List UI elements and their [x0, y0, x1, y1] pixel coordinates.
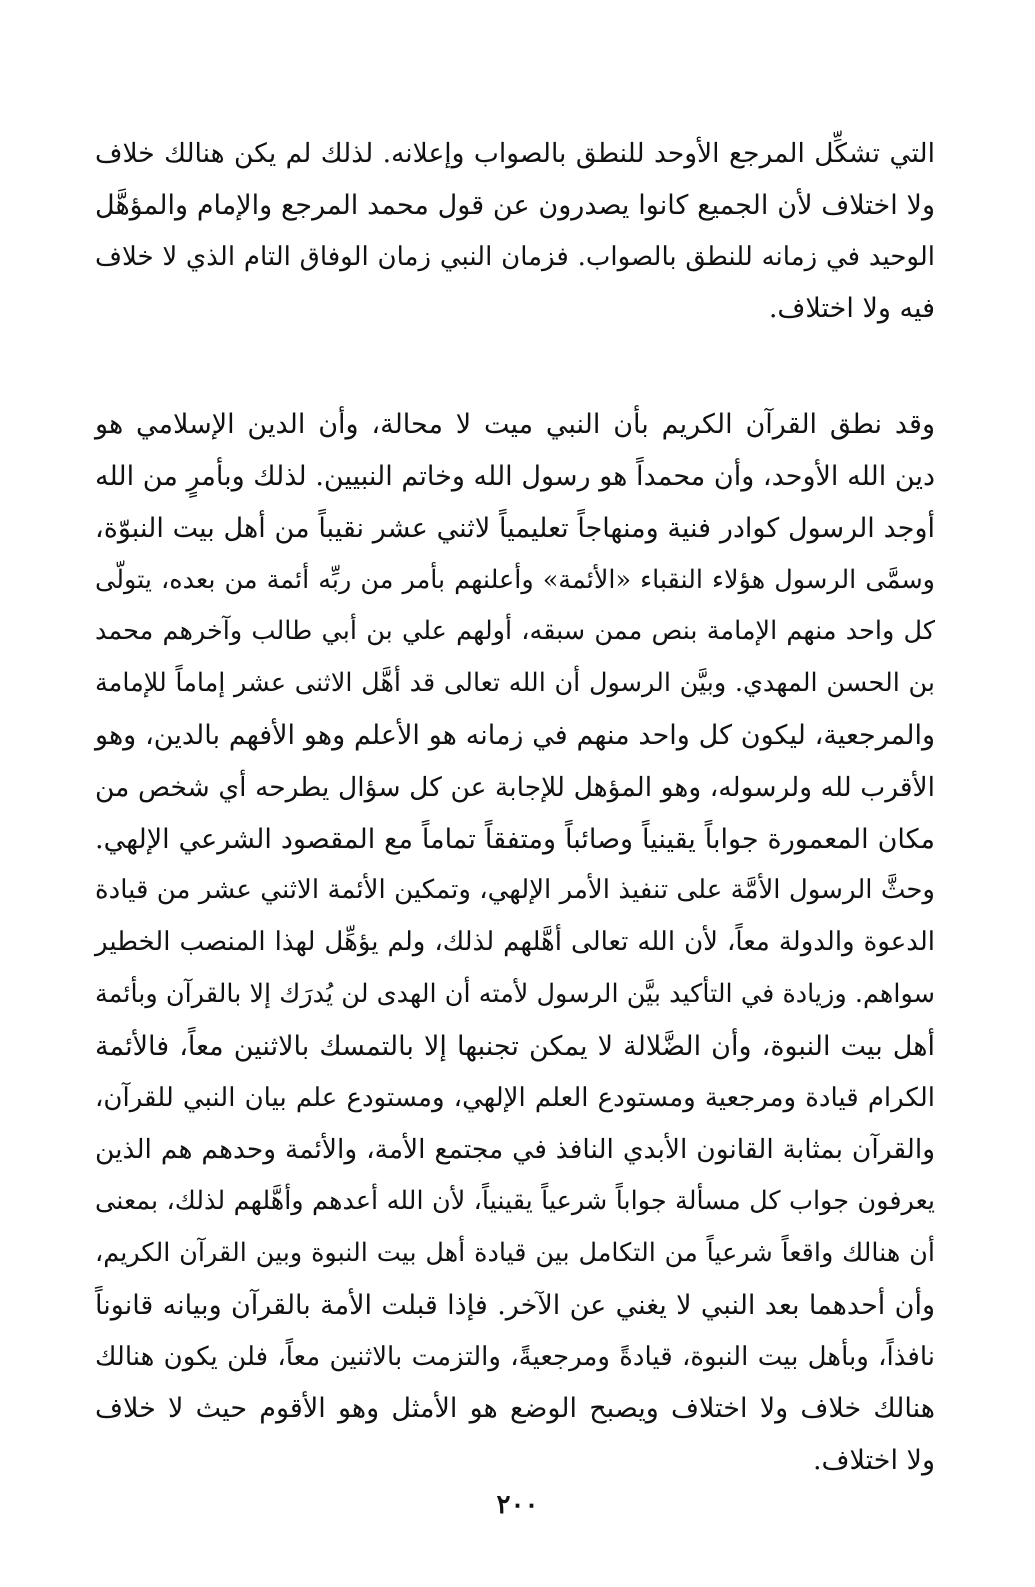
book-page — [95, 128, 935, 1488]
paragraph-2 — [95, 399, 935, 1487]
text-line: مكان المعمورة جواباً يقينياً وصائباً ومتفقاً تماماً مع المقصود الشرعي الإلهي. — [95, 823, 935, 855]
text-line: أن هنالك واقعاً شرعياً من التكامل بين قيادة أهل بيت النبوة وبين القرآن الكريم، — [95, 1237, 935, 1268]
text-line: يعرفون جواب كل مسألة جواباً شرعياً يقينياً، لأن الله أعدهم وأهَّلهم لذلك، بمعنى — [95, 1186, 935, 1217]
text-line: بن الحسن المهدي. وبيَّن الرسول أن الله تعالى قد أهَّل الاثنى عشر إماماً للإمامة — [95, 668, 935, 699]
text-line: كل واحد منهم الإمامة بنص ممن سبقه، أولهم علي بن أبي طالب وآخرهم محمد — [95, 616, 935, 647]
text-line: وأن أحدهما بعد النبي لا يغني عن الآخر. فإذا قبلت الأمة بالقرآن وبيانه قانوناً — [95, 1289, 935, 1321]
text-line: سواهم. وزيادة في التأكيد بيَّن الرسول لأمته أن الهدى لن يُدرَك إلا بالقرآن وبأئمة — [95, 978, 935, 1009]
paragraph-1 — [95, 128, 935, 335]
text-line: الكرام قيادة ومرجعية ومستودع العلم الإلهي، ومستودع علم بيان النبي للقرآن، — [95, 1082, 935, 1113]
text-line: أوجد الرسول كوادر فنية ومنهاجاً تعليمياً لاثني عشر نقيباً من أهل بيت النبوّة، — [95, 512, 935, 544]
page-number: ٢٠٠ — [496, 1490, 539, 1520]
text-line: هنالك خلاف ولا اختلاف ويصبح الوضع هو الأمثل وهو الأقوم حيث لا خلاف — [95, 1393, 935, 1425]
text-line: التي تشكِّل المرجع الأوحد للنطق بالصواب وإعلانه. لذلك لم يكن هنالك خلاف — [95, 138, 935, 169]
text-line: الأقرب لله ولرسوله، وهو المؤهل للإجابة عن كل سؤال يطرحه أي شخص من — [95, 771, 935, 803]
text-line: أهل بيت النبوة، وأن الضَّلالة لا يمكن تجنبها إلا بالتمسك بالاثنين معاً، فالأئمة — [95, 1030, 935, 1062]
text-line: وحثَّ الرسول الأمَّة على تنفيذ الأمر الإلهي، وتمكين الأئمة الاثني عشر من قيادة — [95, 875, 935, 906]
text-line: الوحيد في زمانه للنطق بالصواب. فزمان النبي زمان الوفاق التام الذي لا خلاف — [95, 241, 935, 272]
text-line: والقرآن بمثابة القانون الأبدي النافذ في مجتمع الأمة، والأئمة وحدهم هم الذين — [95, 1134, 935, 1166]
text-line: فيه ولا اختلاف. — [768, 293, 935, 325]
text-line: ولا اختلاف. — [812, 1445, 935, 1477]
text-line: وقد نطق القرآن الكريم بأن النبي ميت لا محالة، وأن الدين الإسلامي هو — [95, 409, 935, 441]
text-line: دين الله الأوحد، وأن محمداً هو رسول الله وخاتم النبيين. لذلك وبأمرٍ من الله — [95, 460, 935, 492]
text-line: نافذاً، وبأهل بيت النبوة، قيادةً ومرجعيةً، والتزمت بالاثنين معاً، فلن يكون هنالك — [95, 1341, 935, 1372]
text-line: الدعوة والدولة معاً، لأن الله تعالى أهَّلهم لذلك، ولم يؤهِّل لهذا المنصب الخطير — [95, 927, 935, 958]
text-line: وسمَّى الرسول هؤلاء النقباء «الأئمة» وأعلنهم بأمر من ربِّه أئمة من بعده، يتولّى — [95, 564, 935, 595]
text-line: والمرجعية، ليكون كل واحد منهم في زمانه هو الأعلم وهو الأفهم بالدين، وهو — [95, 719, 935, 751]
text-line: ولا اختلاف لأن الجميع كانوا يصدرون عن قول محمد المرجع والإمام والمؤهَّل — [95, 189, 935, 221]
